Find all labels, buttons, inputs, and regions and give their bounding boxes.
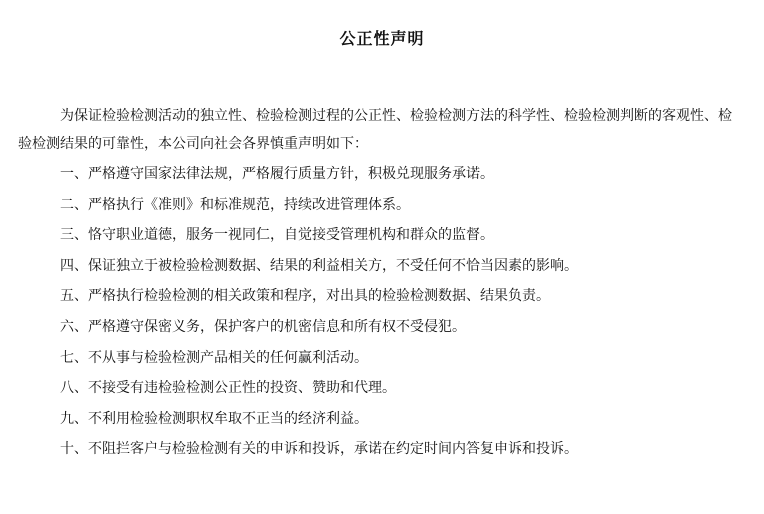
- document-title: 公正性声明: [339, 29, 425, 48]
- declaration-item-1: 一、严格遵守国家法律法规，严格履行质量方针，积极兑现服务承诺。: [60, 166, 494, 182]
- declaration-item-9: 九、不利用检验检测职权牟取不正当的经济利益。: [60, 410, 368, 427]
- declaration-item-6: 六、严格遵守保密义务，保护客户的机密信息和所有权不受侵犯。: [60, 318, 466, 335]
- intro-paragraph: 为保证检验检测活动的独立性、检验检测过程的公正性、检验检测方法的科学性、检验检测判断的客观性、检验检测结果的可靠性，本公司向社会各界慎重声明如下：: [18, 108, 732, 152]
- declaration-item-4: 四、保证独立于被检验检测数据、结果的利益相关方，不受任何不恰当因素的影响。: [60, 257, 578, 274]
- declaration-item-5: 五、严格执行检验检测的相关政策和程序，对出具的检验检测数据、结果负责。: [60, 288, 550, 305]
- declaration-item-8: 八、不接受有违检验检测公正性的投资、赞助和代理。: [60, 380, 396, 397]
- declaration-item-7: 七、不从事与检验检测产品相关的任何赢利活动。: [60, 349, 368, 366]
- declaration-list: [60, 162, 578, 468]
- declaration-item-3: 三、恪守职业道德，服务一视同仁，自觉接受管理机构和群众的监督。: [60, 227, 494, 244]
- declaration-item-10: 十、不阻拦客户与检验检测有关的申诉和投诉，承诺在约定时间内答复申诉和投诉。: [60, 441, 578, 458]
- declaration-item-2: 二、严格执行《准则》和标准规范，持续改进管理体系。: [60, 196, 410, 213]
